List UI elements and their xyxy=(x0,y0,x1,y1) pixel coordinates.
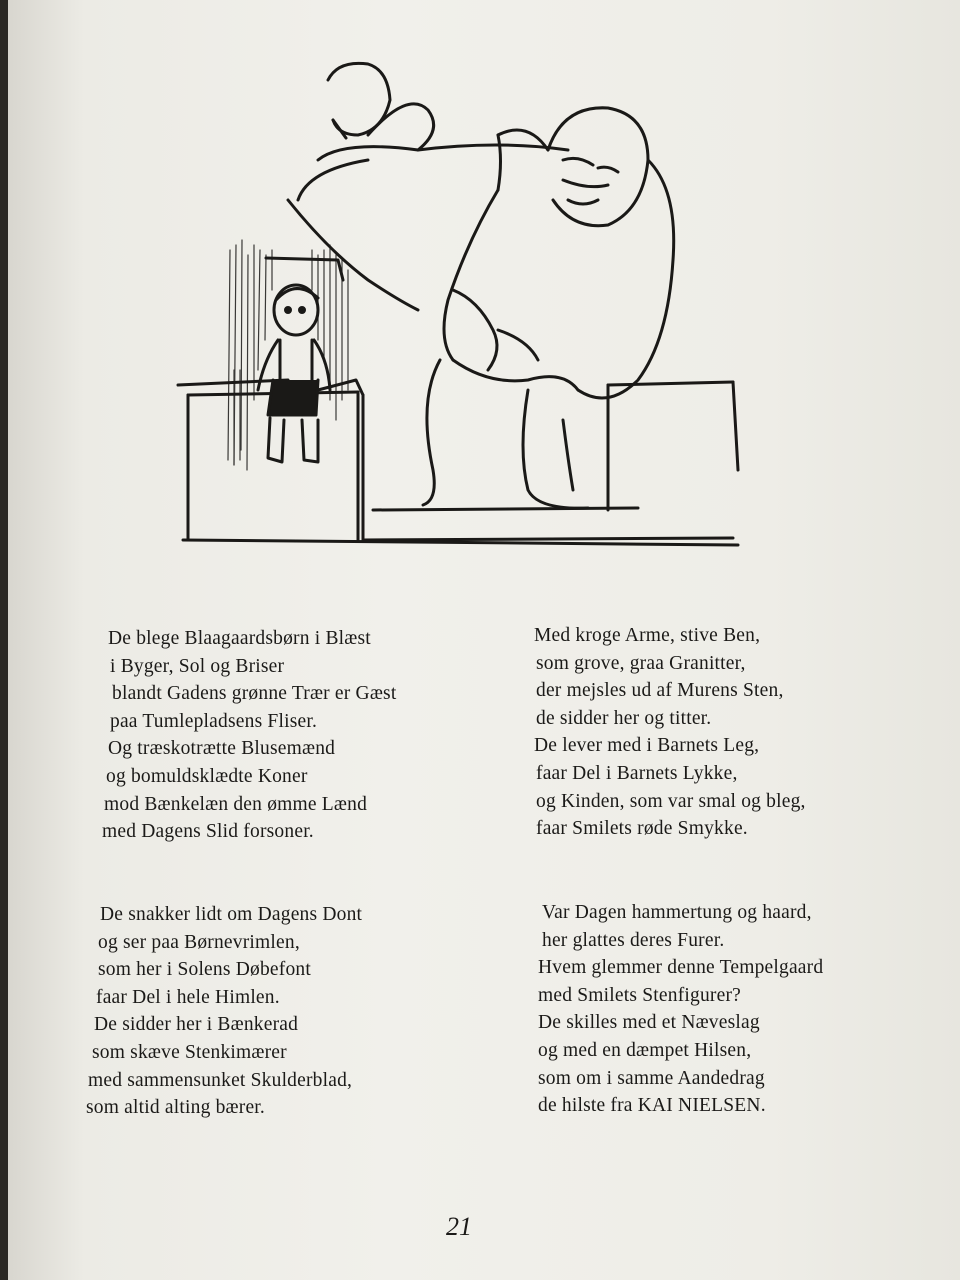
stanza-line: de sidder her og titter. xyxy=(536,707,712,729)
stanza-line: i Byger, Sol og Briser xyxy=(110,655,285,677)
stanza-line: Var Dagen hammertung og haard, xyxy=(542,902,812,923)
stanza-line: paa Tumlepladsens Fliser. xyxy=(110,710,318,732)
illustration-adults-and-child-on-bench xyxy=(168,40,768,570)
stanza-line: Og træskotrætte Blusemænd xyxy=(108,738,336,760)
stanza-line: her glattes deres Furer. xyxy=(542,929,725,951)
stanza-line: med Dagens Slid forsoner. xyxy=(102,821,314,843)
stanza-line: De snakker lidt om Dagens Dont xyxy=(100,904,363,925)
stanza-line: Hvem glemmer denne Tempelgaard xyxy=(538,957,824,979)
stanza-line: De skilles med et Næveslag xyxy=(538,1012,760,1034)
adult-figure-back xyxy=(266,63,568,310)
stanza-line: faar Smilets røde Smykke. xyxy=(536,818,748,840)
stanza-2 xyxy=(526,622,806,843)
adult-figure-front xyxy=(423,108,674,508)
book-page xyxy=(8,0,960,1280)
stanza-4 xyxy=(534,899,823,1120)
stanza-line: der mejsles ud af Murens Sten, xyxy=(536,680,784,702)
stanza-line: og Kinden, som var smal og bleg, xyxy=(536,790,806,812)
stanza-line: som om i samme Aandedrag xyxy=(538,1067,765,1089)
stanza-line: som skæve Stenkimærer xyxy=(92,1041,287,1063)
stanza-line: og bomuldsklædte Koner xyxy=(106,765,308,787)
stanza-line: De sidder her i Bænkerad xyxy=(94,1014,299,1036)
stanza-3 xyxy=(80,901,362,1122)
stanza-line: med sammensunket Skulderblad, xyxy=(88,1069,353,1091)
stanza-line: som altid alting bærer. xyxy=(86,1097,265,1119)
stanza-line: blandt Gadens grønne Trær er Gæst xyxy=(112,683,397,705)
stanza-line: De lever med i Barnets Leg, xyxy=(534,735,760,757)
stanza-line: De blege Blaagaardsbørn i Blæst xyxy=(108,628,371,649)
page-number: 21 xyxy=(446,1212,472,1241)
stanza-line: som her i Solens Døbefont xyxy=(98,959,311,981)
stanza-1 xyxy=(96,625,396,846)
stanza-line: de hilste fra KAI NIELSEN. xyxy=(538,1095,766,1117)
stanza-line: med Smilets Stenfigurer? xyxy=(538,984,742,1006)
stanza-line: faar Del i Barnets Lykke, xyxy=(536,762,738,784)
stanza-line: faar Del i hele Himlen. xyxy=(96,986,280,1008)
hatching xyxy=(228,240,348,470)
stanza-line: og ser paa Børnevrimlen, xyxy=(98,931,300,953)
stanza-line: Med kroge Arme, stive Ben, xyxy=(534,625,761,646)
child-figure xyxy=(258,285,330,462)
stanza-line: som grove, graa Granitter, xyxy=(536,652,746,674)
stanza-line: mod Bænkelæn den ømme Lænd xyxy=(104,793,368,815)
stanza-line: og med en dæmpet Hilsen, xyxy=(538,1039,752,1061)
